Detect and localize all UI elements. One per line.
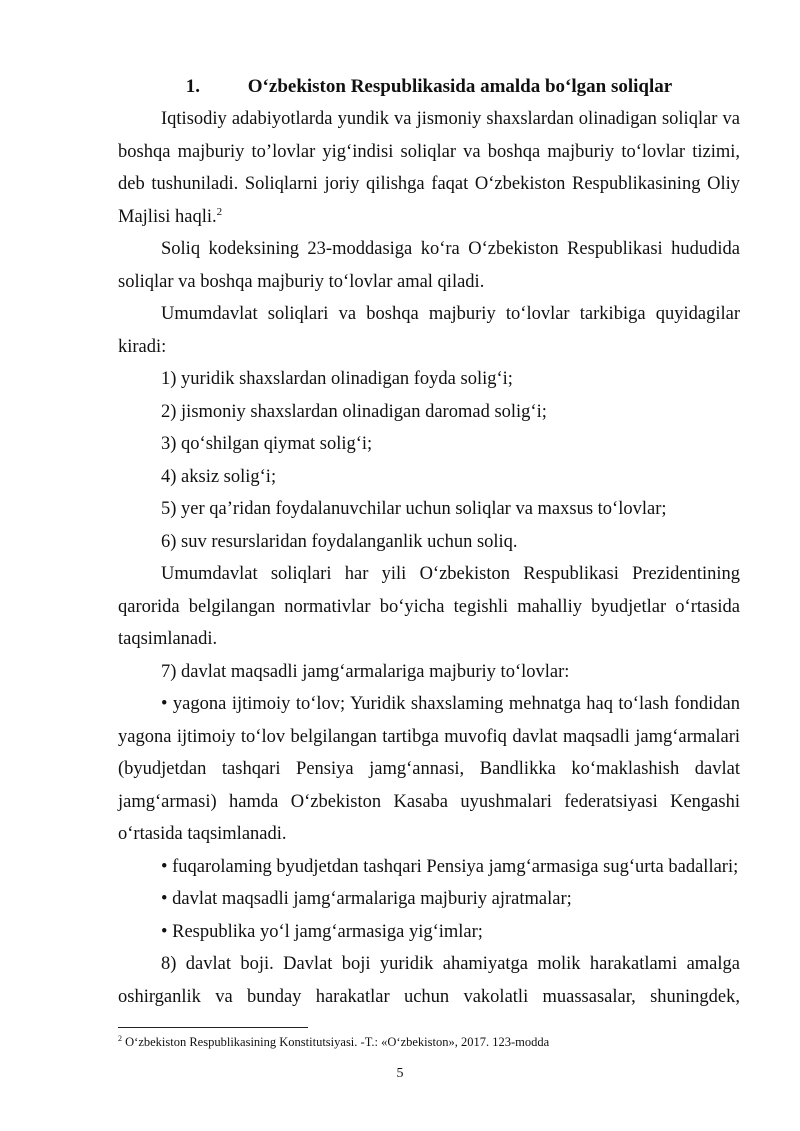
section-title: O‘zbekiston Respublikasida amalda bo‘lgan soliqlar xyxy=(247,76,673,97)
bullet-item: • fuqarolaming byudjetdan tashqari Pensiya jamg‘armasiga sug‘urta badallari; xyxy=(161,856,739,877)
paragraph: Umumdavlat soliqlari va boshqa majburiy to‘lovlar tarkibiga quyidagilar kiradi: xyxy=(118,304,740,357)
section-heading xyxy=(118,71,740,103)
list-item: 4) aksiz solig‘i; xyxy=(161,466,277,487)
footnote-reference: 2 xyxy=(216,205,223,218)
paragraph: 8) davlat boji. Davlat boji yuridik ahamiyatga molik harakatlami amalga oshirganlik va bunday harakatlar uchun vakolatli muassasalar, shuningdek, xyxy=(118,954,740,1007)
list-item: 1) yuridik shaxslardan olinadigan foyda solig‘i; xyxy=(161,369,513,389)
bullet-item: • yagona ijtimoiy to‘lov; Yuridik shaxslaming mehnatga haq to‘lash fondidan yagona ijtimoiy to‘lov belgilangan tartibga muvofiq davlat maqsadli jamg‘armalari (byudjetdan tashqari Pensiya jamg‘annasi, Bandlikka ko‘maklashish davlat jamg‘armasi) hamda O‘zbekiston Kasaba uyushmalari federatsiyasi Kengashi o‘rtasida taqsimlanadi. xyxy=(118,694,740,844)
list-item: 6) suv resurslaridan foydalanganlik uchun soliq. xyxy=(161,531,518,552)
paragraph: Soliq kodeksining 23-moddasiga ko‘ra O‘zbekiston Respublikasi hududida soliqlar va boshqa majburiy to‘lovlar amal qiladi. xyxy=(118,239,740,292)
footnote-text: O‘zbekiston Respublikasining Konstitutsiyasi. -T.: «O‘zbekiston», 2017. 123-modda xyxy=(122,1035,550,1049)
list-item: 7) davlat maqsadli jamg‘armalariga majburiy to‘lovlar: xyxy=(161,661,570,682)
footnote-marker: 2 xyxy=(118,1033,122,1043)
bullet-item: • davlat maqsadli jamg‘armalariga majburiy ajratmalar; xyxy=(161,889,572,909)
page-number: 5 xyxy=(396,1066,404,1081)
section-number: 1. xyxy=(185,76,201,97)
paragraph: Umumdavlat soliqlari har yili O‘zbekiston Respublikasi Prezidentining qarorida belgilangan normativlar bo‘yicha tegishli mahalliy byudjetlar o‘rtasida taqsimlanadi. xyxy=(118,564,740,649)
paragraph: Iqtisodiy adabiyotlarda yundik va jismoniy shaxslardan olinadigan soliqlar va boshqa majburiy to’lovlar yig‘indisi soliqlar va boshqa majburiy to‘lovlar tizimi, deb tushuniladi. Soliqlarni joriy qilishga faqat O‘zbekiston Respublikasining Oliy Majlisi haqli.$^2$ xyxy=(118,109,740,227)
list-item: 2) jismoniy shaxslardan olinadigan daromad solig‘i; xyxy=(161,401,547,422)
list-item: 3) qo‘shilgan qiymat solig‘i; xyxy=(161,434,373,454)
list-item: 5) yer qa’ridan foydalanuvchilar uchun soliqlar va maxsus to‘lovlar; xyxy=(161,499,667,519)
body-text xyxy=(118,103,740,1013)
footnote xyxy=(118,1034,740,1050)
footnote-separator xyxy=(118,1027,308,1028)
bullet-item: • Respublika yo‘l jamg‘armasiga yig‘imlar; xyxy=(161,921,483,942)
